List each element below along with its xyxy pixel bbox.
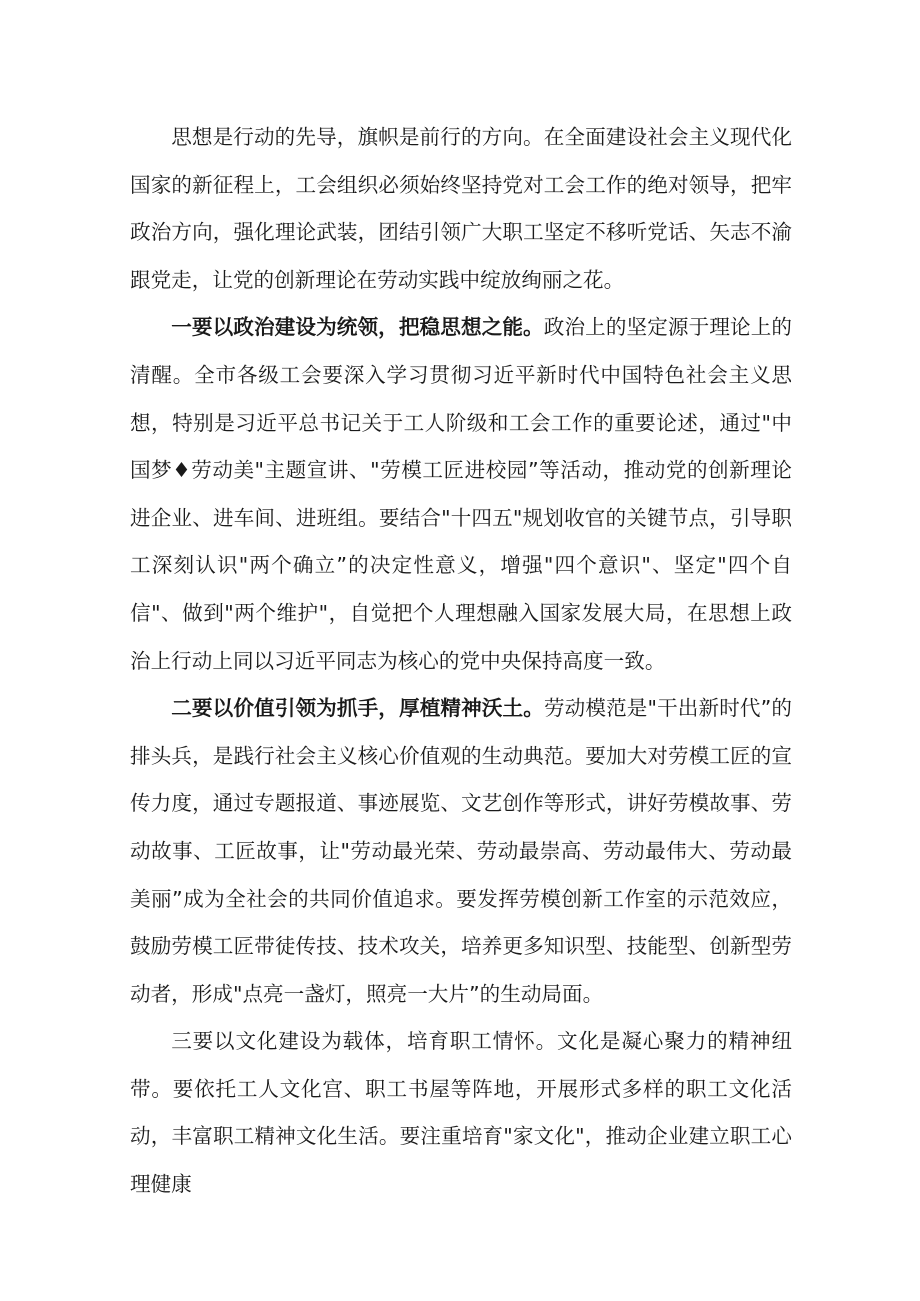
paragraph-point-2 <box>130 685 792 1018</box>
paragraph-point-1 <box>130 304 792 685</box>
paragraph-text: 三要以文化建设为载体，培育职工情怀。文化是凝心聚力的精神纽带。要依托工人文化宫、职工书屋等阵地，开展形式多样的职工文化活动，丰富职工精神文化生活。要注重培育"家文化"，推动企业建立职工心理健康 <box>130 1029 792 1197</box>
paragraph-text: 劳动模范是"干出新时代”的排头兵，是践行社会主义核心价值观的生动典范。要加大对劳模工匠的宣传力度，通过专题报道、事迹展览、文艺创作等形式，讲好劳模故事、劳动故事、工匠故事，让"劳动最光荣、劳动最崇高、劳动最伟大、劳动最美丽”成为全社会的共同价值追求。要发挥劳模创新工作室的示范效应，鼓励劳模工匠带徒传技、技术攻关，培养更多知识型、技能型、创新型劳动者，形成"点亮一盏灯，照亮一大片”的生动局面。 <box>130 696 793 1006</box>
paragraph-text: 思想是行动的先导，旗帜是前行的方向。在全面建设社会主义现代化国家的新征程上，工会组织必须始终坚持党对工会工作的绝对领导，把牢政治方向，强化理论武装，团结引领广大职工坚定不移听党话、矢志不渝跟党走，让党的创新理论在劳动实践中绽放绚丽之花。 <box>130 125 792 292</box>
paragraph-lead-heading: 二要以价值引领为抓手，厚植精神沃土。 <box>171 696 544 721</box>
paragraph-lead-heading: 一要以政治建设为统领，把稳思想之能。 <box>171 315 544 340</box>
paragraph-intro <box>130 114 792 304</box>
paragraph-text: 政治上的坚定源于理论上的清醒。全市各级工会要深入学习贯彻习近平新时代中国特色社会主义思想，特别是习近平总书记关于工人阶级和工会工作的重要论述，通过"中国梦♦劳动美"主题宣讲、"劳模工匠进校园”等活动，推动党的创新理论进企业、进车间、进班组。要结合"十四五"规划收官的关键节点，引导职工深刻认识"两个确立”的决定性意义，增强"四个意识"、坚定"四个自信"、做到"两个维护"，自觉把个人理想融入国家发展大局，在思想上政治上行动上同以习近平同志为核心的党中央保持高度一致。 <box>130 315 793 673</box>
paragraph-point-3 <box>130 1018 792 1208</box>
document-body <box>130 114 792 1209</box>
